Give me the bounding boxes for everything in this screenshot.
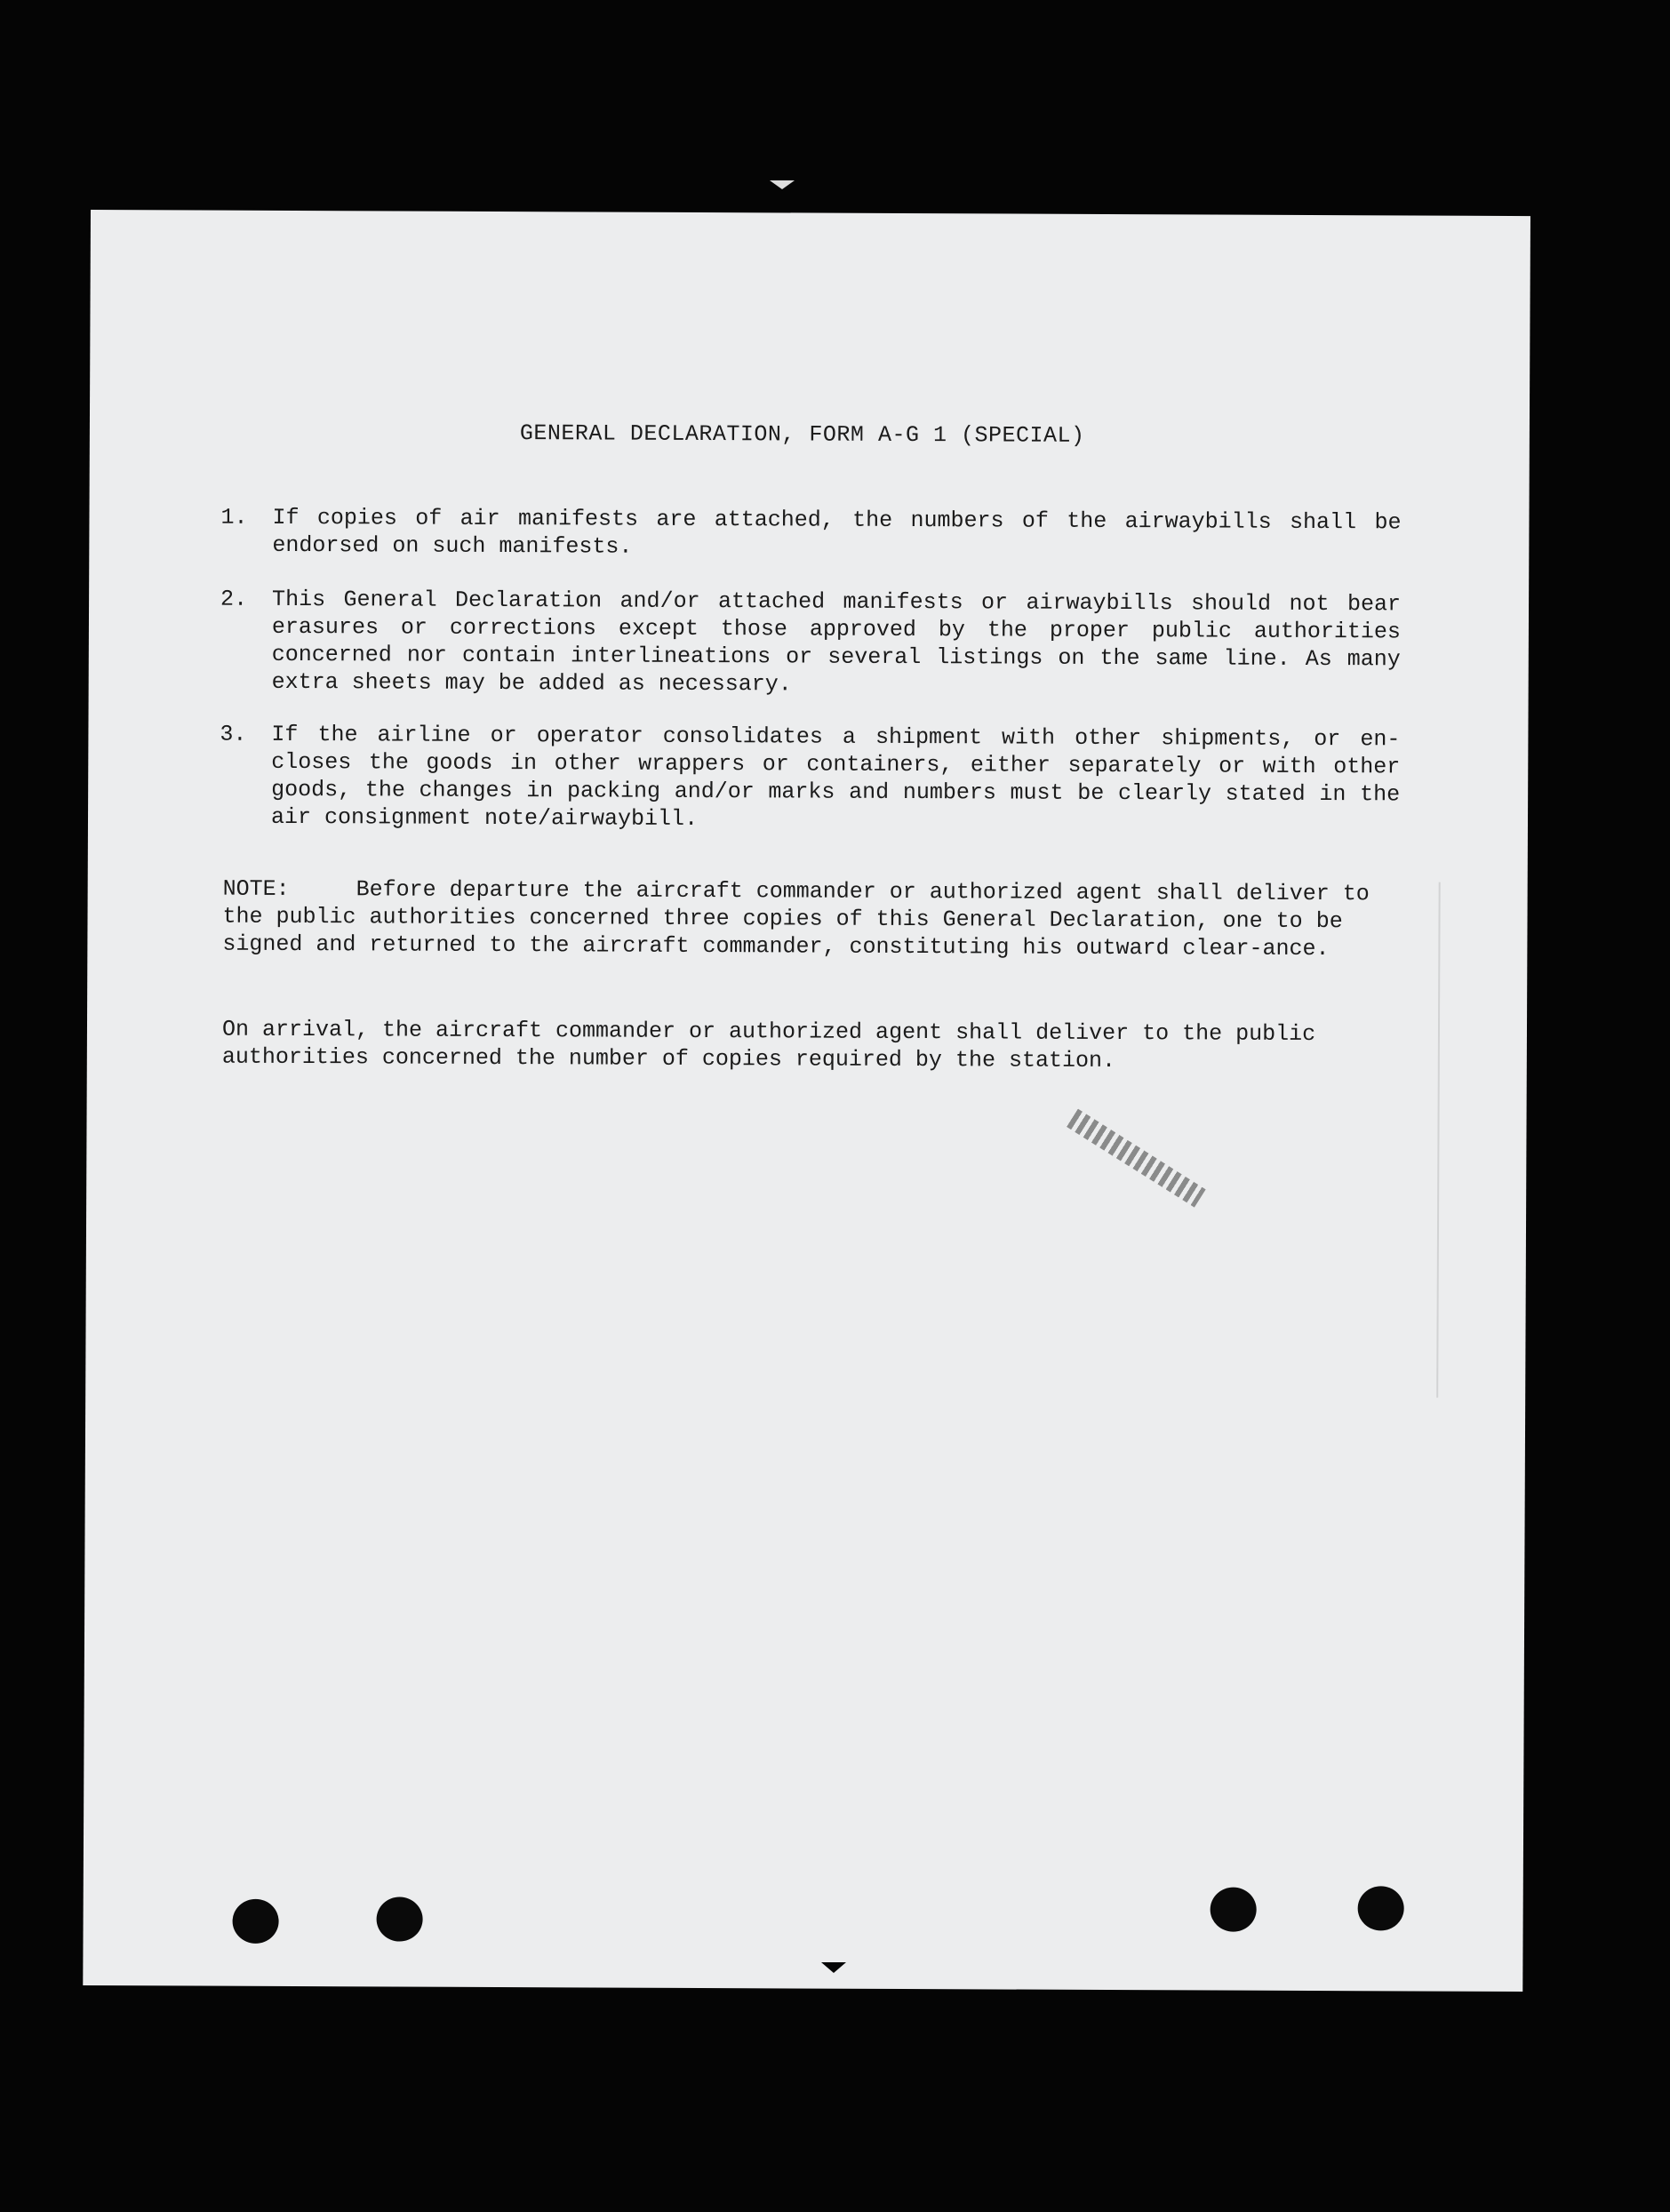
list-item <box>220 721 1401 832</box>
note-paragraph <box>222 875 1399 963</box>
scan-edge-mark <box>821 1962 846 1973</box>
list-item <box>220 586 1402 698</box>
list-item <box>220 504 1402 560</box>
item-number: 1. <box>220 504 248 531</box>
item-text: This General Declaration and/or attached manifests or airwaybills should not bear erasures or corrections except those approved by the proper public authorities concerned nor contain interlineations or several listings on the same line. As many extra sheets may be added as necessary. <box>271 586 1402 698</box>
punch-hole <box>1358 1886 1404 1930</box>
punch-hole <box>232 1899 278 1944</box>
note-text: Before departure the aircraft commander or authorized agent shall deliver to the public authorities concerned three copies of this General Declaration, one to be signed and returned to the aircraft commander, constituting his outward clear-ance. <box>222 876 1370 962</box>
note-label: NOTE: <box>222 875 290 902</box>
arrival-paragraph: On arrival, the aircraft commander or authorized agent shall deliver to the public authorities concerned the number of copies required by the station. <box>221 1016 1316 1074</box>
item-number: 3. <box>220 721 247 747</box>
item-text: If the airline or operator consolidates a shipment with other shipments, or en-closes the goods in other wrappers or containers, either separately or with other goods, the changes in packing and/or marks and numbers must be clearly stated in the air consignment note/airwaybill. <box>270 721 1401 832</box>
punch-hole <box>1211 1888 1257 1932</box>
punch-hole <box>377 1897 423 1941</box>
scan-edge-mark <box>770 180 795 189</box>
document-page <box>83 210 1530 1992</box>
item-number: 2. <box>220 586 248 612</box>
page-title: GENERAL DECLARATION, FORM A-G 1 (SPECIAL) <box>519 420 1085 449</box>
item-text: If copies of air manifests are attached, the numbers of the airwaybills shall be endorsed on such manifests. <box>272 504 1402 560</box>
